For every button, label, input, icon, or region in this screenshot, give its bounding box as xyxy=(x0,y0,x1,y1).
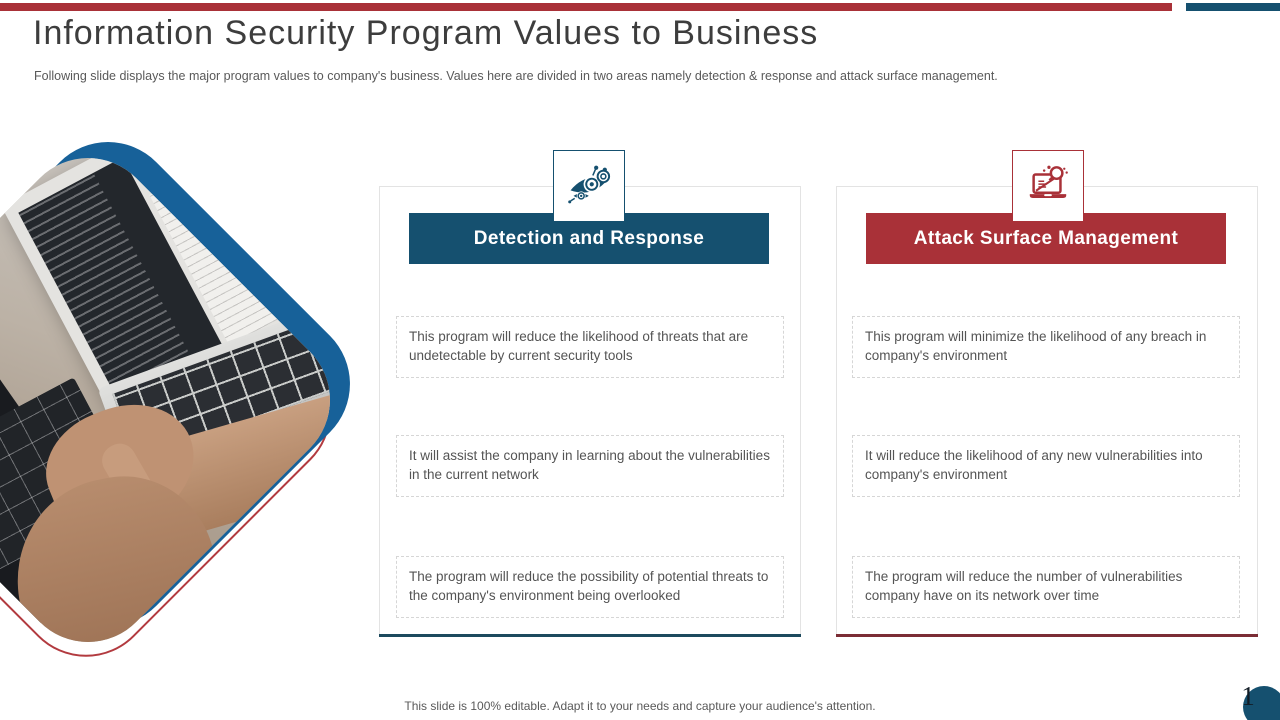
column-header-detection-response: Detection and Response xyxy=(409,213,769,264)
editable-note: This slide is 100% editable. Adapt it to your needs and capture your audience's attention. xyxy=(404,699,876,713)
value-text: It will reduce the likelihood of any new vulnerabilities into company's environment xyxy=(865,448,1203,482)
surveillance-eye-icon xyxy=(566,163,612,209)
value-box xyxy=(852,556,1240,618)
page-number: 1 xyxy=(1241,681,1255,711)
value-box xyxy=(396,556,784,618)
top-accent-bar-blue xyxy=(1186,3,1280,11)
value-box xyxy=(396,435,784,497)
value-text: The program will reduce the possibility of potential threats to the company's environment being overlooked xyxy=(409,569,769,603)
panel-bottom-line-red xyxy=(836,634,1258,637)
value-text: The program will reduce the number of vulnerabilities company have on its network over time xyxy=(865,569,1183,603)
page-title: Information Security Program Values to Business xyxy=(33,14,819,52)
attack-surface-icon-box xyxy=(1012,150,1084,222)
top-accent-bar-red xyxy=(0,3,1172,11)
value-box xyxy=(396,316,784,378)
value-text: This program will reduce the likelihood of threats that are undetectable by current security tools xyxy=(409,329,749,363)
panel-bottom-line-blue xyxy=(379,634,801,637)
detection-icon-box xyxy=(553,150,625,222)
value-text: This program will minimize the likelihood of any breach in company's environment xyxy=(865,329,1207,363)
value-box xyxy=(852,316,1240,378)
column-header-attack-surface: Attack Surface Management xyxy=(866,213,1226,264)
page-subtitle: Following slide displays the major program values to company's business. Values here are divided in two areas namely detection & response and attack surface management. xyxy=(34,69,998,83)
value-text: It will assist the company in learning about the vulnerabilities in the current network xyxy=(409,448,770,482)
value-box xyxy=(852,435,1240,497)
laptop-scan-icon xyxy=(1025,163,1071,209)
